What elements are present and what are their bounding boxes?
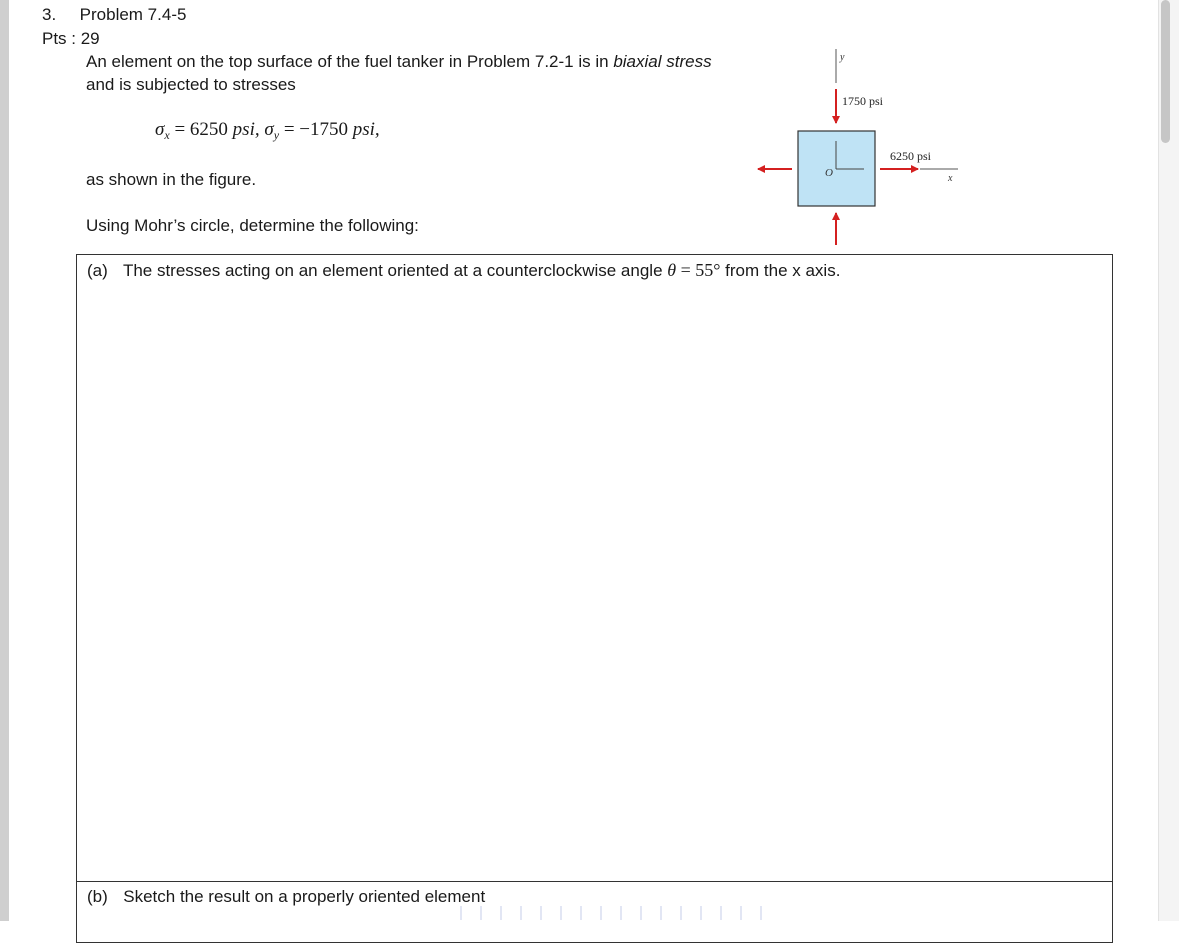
question-title: Problem 7.4-5 — [79, 5, 187, 24]
statement-line-3: as shown in the figure. — [86, 170, 257, 189]
statement-line-2: and is subjected to stresses — [86, 75, 296, 94]
sigma-y-unit: psi, — [348, 119, 380, 140]
statement-line-4: Using Mohr’s circle, determine the following: — [86, 216, 419, 235]
sigma-x-symbol: σ — [155, 119, 165, 140]
part-b-label: (b) — [87, 887, 108, 906]
vertical-scrollbar-thumb[interactable] — [1161, 0, 1170, 143]
window-left-edge — [0, 0, 9, 921]
equals-sign-1: = — [169, 119, 190, 140]
question-number: 3. — [42, 5, 57, 24]
question-points: Pts : 29 — [42, 29, 100, 48]
answer-box-b[interactable] — [76, 881, 1113, 943]
origin-label: O — [825, 167, 833, 179]
question-header — [42, 5, 186, 25]
stress-element-figure — [740, 45, 970, 255]
x-axis-label: x — [948, 173, 953, 184]
sigma-y-subscript: y — [273, 128, 280, 142]
sigma-y-symbol: σ — [264, 119, 274, 140]
part-a-text-end: from the x axis. — [720, 261, 841, 280]
sigma-y-value: −1750 — [299, 119, 348, 140]
statement-line-1 — [86, 52, 712, 72]
part-a-text: The stresses acting on an element oriented at a counterclockwise angle — [122, 261, 668, 280]
sigma-x-unit: psi, — [227, 119, 265, 140]
equals-sign-2: = — [279, 119, 300, 140]
sigma-x-label: 6250 psi — [890, 149, 932, 163]
theta-symbol: θ — [667, 260, 677, 280]
part-a-prompt — [87, 260, 840, 281]
answer-box-a[interactable] — [76, 254, 1113, 883]
part-b-prompt — [87, 887, 485, 907]
statement-italic: biaxial stress — [613, 52, 712, 71]
sigma-y-label: 1750 psi — [842, 94, 884, 108]
part-a-label: (a) — [87, 261, 108, 280]
stress-equation — [155, 119, 380, 143]
part-a-equals: = — [676, 260, 696, 280]
statement-text: An element on the top surface of the fuel tanker in Problem 7.2-1 is in — [86, 52, 614, 71]
part-b-text: Sketch the result on a properly oriented element — [123, 887, 486, 906]
sigma-x-value: 6250 — [189, 119, 228, 140]
toolbar-ruler-marks — [457, 904, 777, 922]
sigma-x-subscript: x — [164, 128, 170, 142]
part-a-angle: 55° — [695, 260, 721, 280]
y-axis-label: y — [840, 52, 845, 63]
